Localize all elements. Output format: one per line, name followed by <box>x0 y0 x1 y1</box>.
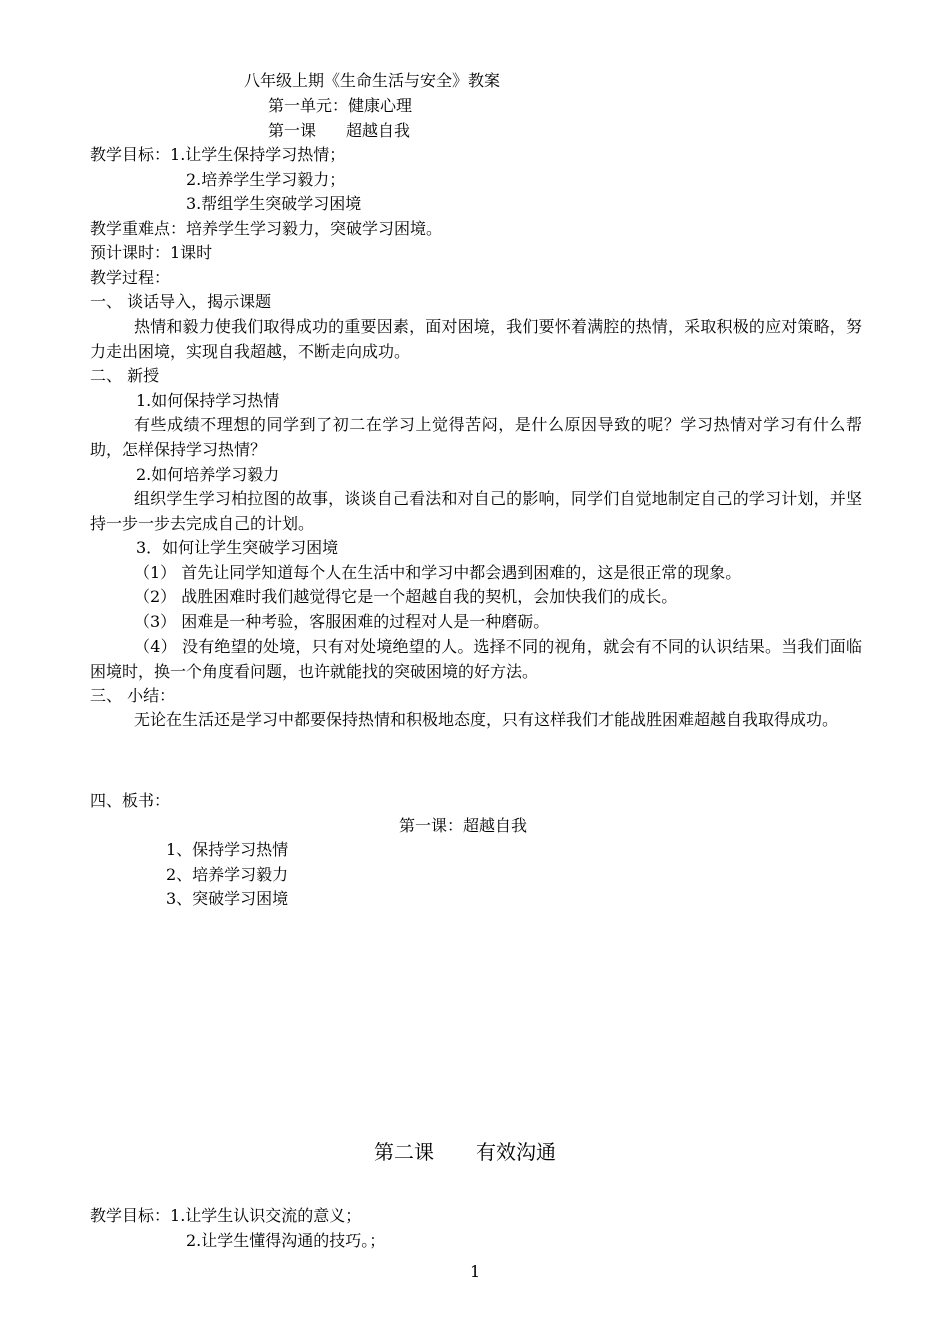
key-points: 教学重难点：培养学生学习毅力，突破学习困境。 <box>90 219 443 238</box>
objectives-line-1 <box>90 143 345 167</box>
section-3-paragraph: 无论在生活还是学习中都要保持热情和积极地态度，只有这样我们才能战胜困难超越自我取得成功。 <box>134 710 839 729</box>
lesson-1-heading <box>268 119 410 143</box>
lesson-2-number: 第二课 <box>374 1140 434 1164</box>
point-2-paragraph: 组织学生学习柏拉图的故事，谈谈自己看法和对自己的影响，同学们自觉地制定自己的学习计划，并坚持一步一步去完成自己的计划。 <box>90 489 862 533</box>
section-1-paragraph: 热情和毅力使我们取得成功的重要因素，面对困境，我们要怀着满腔的热情，采取积极的应对策略，努力走出困境，实现自我超越，不断走向成功。 <box>90 317 862 361</box>
section-4-title: 四、板书： <box>90 791 171 810</box>
point-1-title: 1.如何保持学习热情 <box>136 391 280 410</box>
board-item-1: 1、保持学习热情 <box>166 840 289 859</box>
point-3-item-4: （4） 没有绝望的处境，只有对处境绝望的人。选择不同的视角，就会有不同的认识结果。当我们面临困境时，换一个角度看问题，也许就能找的突破困境的好方法。 <box>90 637 862 681</box>
lesson-2-heading <box>374 1138 556 1166</box>
section-3-title: 三、 小结： <box>90 686 176 705</box>
class-hours: 预计课时：1课时 <box>90 243 213 262</box>
section-2-title: 二、 新授 <box>90 366 160 385</box>
board-item-3: 3、突破学习困境 <box>166 889 289 908</box>
point-1-paragraph: 有些成绩不理想的同学到了初二在学习上觉得苦闷，是什么原因导致的呢？学习热情对学习有什么帮助，怎样保持学习热情？ <box>90 415 862 459</box>
point-2-title: 2.如何培养学习毅力 <box>136 465 280 484</box>
lesson-2-name: 有效沟通 <box>476 1140 556 1164</box>
lesson-1-name: 超越自我 <box>346 121 411 140</box>
unit-title: 第一单元：健康心理 <box>268 96 413 115</box>
board-item-2: 2、培养学习毅力 <box>166 865 289 884</box>
process-label: 教学过程： <box>90 268 171 287</box>
page-number: 1 <box>470 1262 481 1281</box>
lesson-1-number: 第一课 <box>268 121 317 140</box>
lesson-2-objective-1: 1.让学生认识交流的意义； <box>170 1206 362 1225</box>
section-1-title: 一、 谈话导入，揭示课题 <box>90 292 272 311</box>
objective-3: 3.帮组学生突破学习困境 <box>186 194 362 213</box>
objective-2: 2.培养学生学习毅力； <box>186 170 346 189</box>
point-3-item-3: （3） 困难是一种考验，客服困难的过程对人是一种磨砺。 <box>134 612 550 631</box>
document-title: 八年级上期《生命生活与安全》教案 <box>244 71 501 90</box>
point-3-title: 3．如何让学生突破学习困境 <box>136 538 339 557</box>
lesson-2-objective-2: 2.让学生懂得沟通的技巧。； <box>186 1231 386 1250</box>
point-3-item-1: （1） 首先让同学知道每个人在生活中和学习中都会遇到困难的，这是很正常的现象。 <box>134 563 742 582</box>
objective-1: 1.让学生保持学习热情； <box>170 145 346 164</box>
objectives-label: 教学目标： <box>90 145 171 164</box>
lesson-2-objectives-label: 教学目标： <box>90 1206 171 1225</box>
lesson-2-objectives-line-1 <box>90 1204 361 1228</box>
point-3-item-2: （2） 战胜困难时我们越觉得它是一个超越自我的契机，会加快我们的成长。 <box>134 587 678 606</box>
board-title: 第一课：超越自我 <box>399 816 528 835</box>
